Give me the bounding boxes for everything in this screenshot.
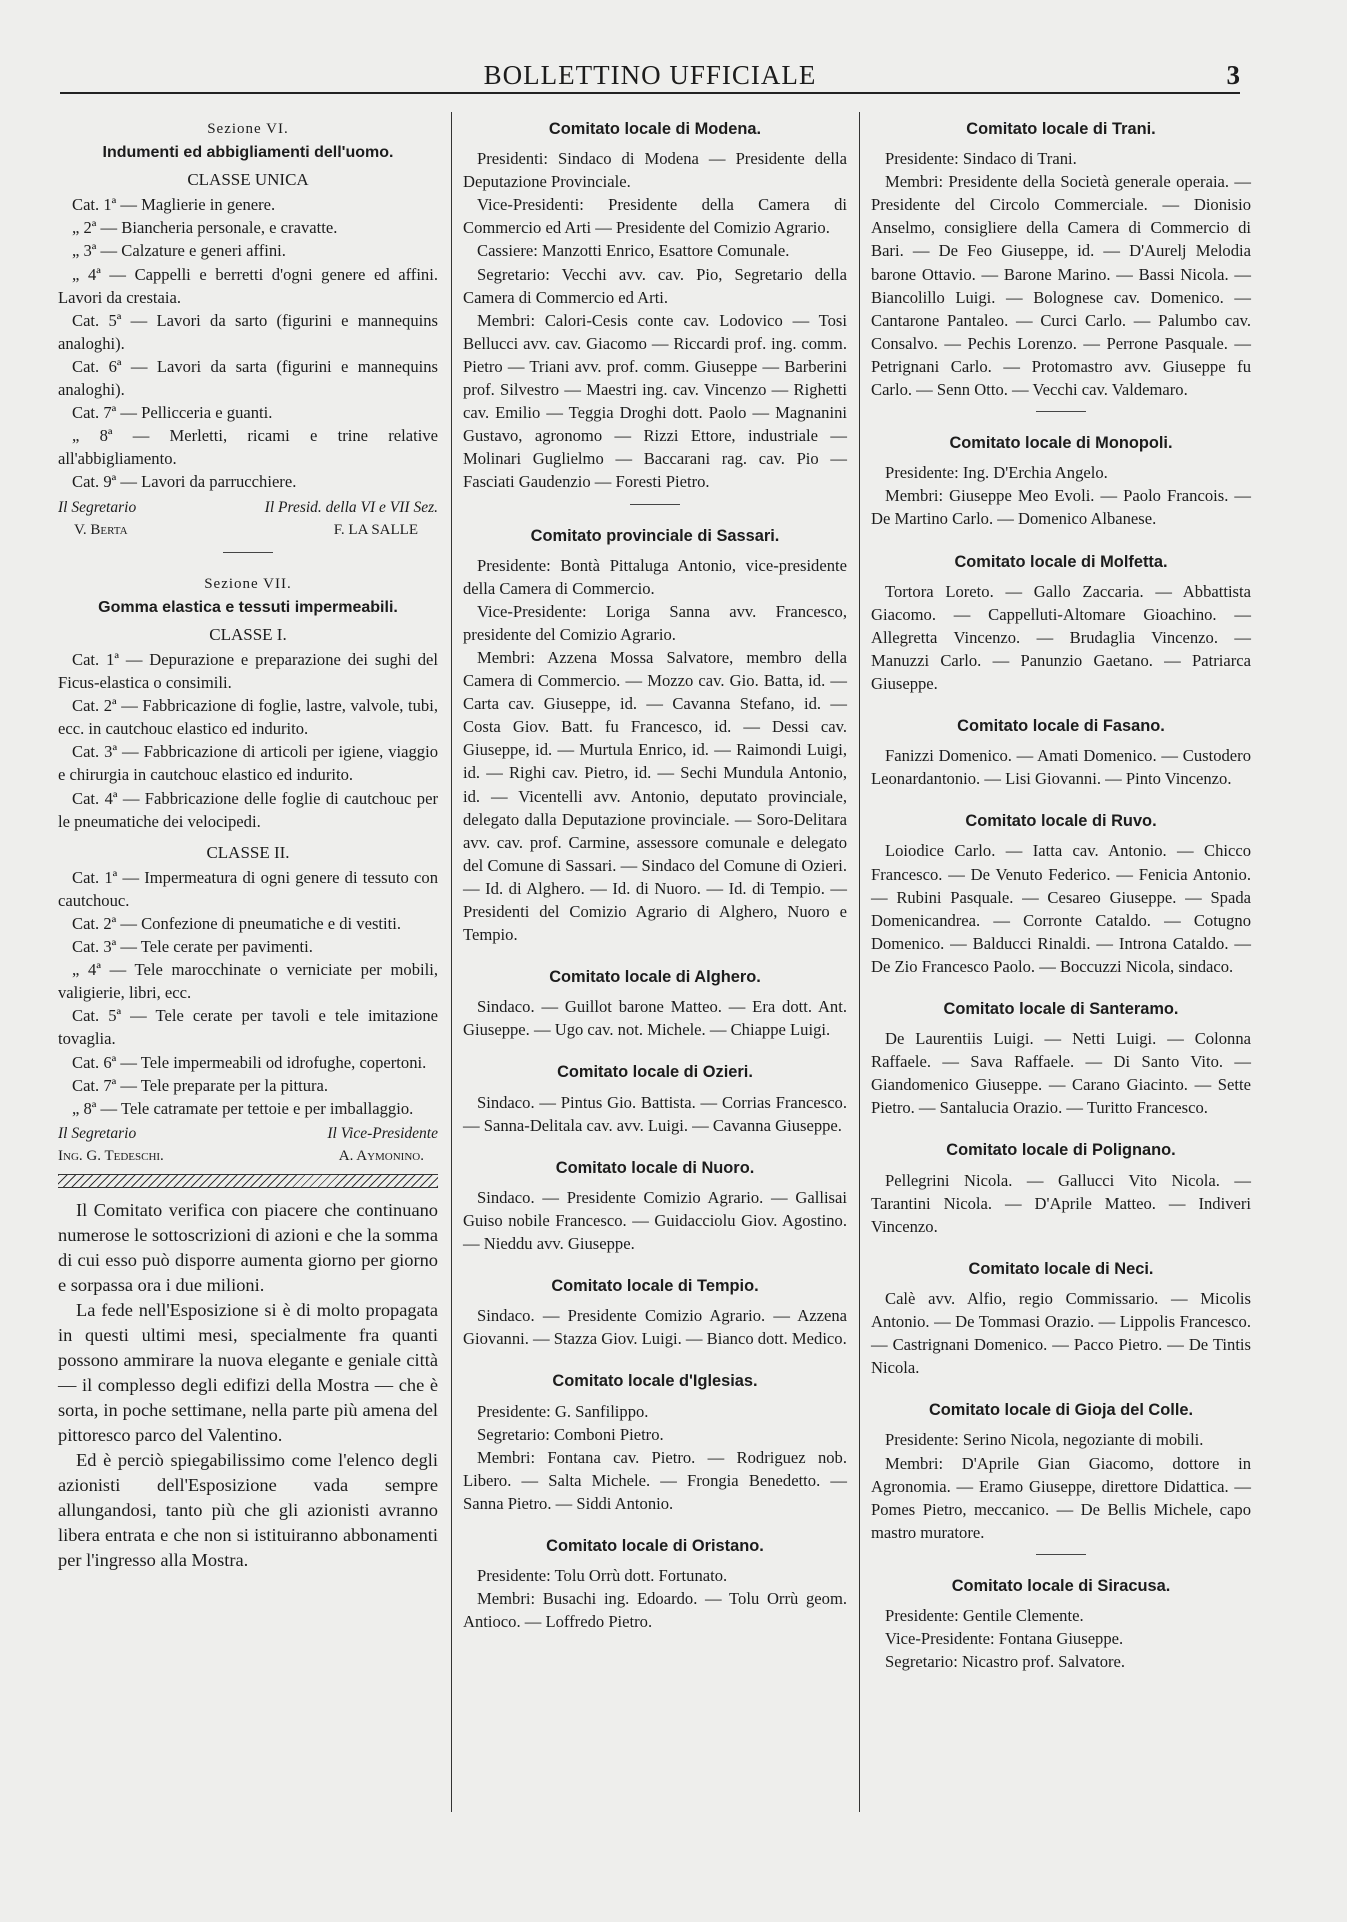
committee-members: Sindaco. — Guillot barone Matteo. — Era dott. Ant. Giuseppe. — Ugo cav. not. Michele. — Chiappe Luigi. [463, 997, 847, 1040]
divider [223, 552, 273, 553]
signature-roles [58, 1122, 438, 1145]
section-title: Indumenti ed abbigliamenti dell'uomo. [102, 144, 394, 162]
category-item: Cat. 1ª — Depurazione e preparazione dei sughi del Ficus-elastica o consimili. [58, 649, 438, 693]
category-list [58, 648, 438, 833]
committee-members: Segretario: Vecchi avv. cav. Pio, Segretario della Camera di Commercio ed Arti. [463, 264, 847, 307]
announcement-paragraph: Ed è perciò spiegabilissimo come l'elenco degli azionisti dell'Esposizione vada sempre allungandosi, tanto più che gli azionisti avranno libera entrata e che non si istituiranno abbonamenti per l'ingresso alla Mostra. [58, 1450, 438, 1571]
category-item: Cat. 9ª — Lavori da parrucchiere. [72, 472, 297, 492]
category-item: Cat. 7ª — Tele preparate per la pittura. [72, 1075, 329, 1095]
column-divider-right [859, 112, 860, 1812]
category-item: „ 2ª — Biancheria personale, e cravatte. [72, 218, 338, 238]
announcement [58, 1198, 438, 1573]
committee-members: Membri: D'Aprile Gian Giacomo, dottore in Agronomia. — Eramo Giuseppe, direttore Didattica. — Pomes Pietro, meccanico. — De Bellis Michele, capo mastro muratore. [871, 1453, 1251, 1542]
divider [630, 504, 680, 505]
committee-title: Comitato locale di Nuoro. [555, 1158, 755, 1177]
committee-title: Comitato locale di Oristano. [546, 1536, 764, 1555]
category-item: „ 8ª — Tele catramate per tettoie e per imballaggio. [72, 1098, 414, 1118]
vice-president-name: A. Aymonino. [338, 1147, 424, 1164]
category-item: Cat. 5ª — Lavori da sarto (figurini e mannequins analoghi). [58, 310, 438, 353]
secretary-name: V. Berta [74, 521, 128, 538]
committee-members: Membri: Fontana cav. Pietro. — Rodriguez nob. Libero. — Salta Michele. — Frongia Benedetto. — Sanna Pietro. — Siddi Antonio. [463, 1447, 847, 1513]
section-heading: Sezione VII. [204, 575, 292, 592]
page-number: 3 [1226, 60, 1240, 90]
category-item: Cat. 2ª — Fabbricazione di foglie, lastre, valvole, tubi, ecc. in cautchouc elastico ed indurito. [58, 696, 438, 739]
signature-roles [58, 496, 438, 519]
committee-members: Membri: Busachi ing. Edoardo. — Tolu Orrù geom. Antioco. — Loffredo Pietro. [463, 1589, 847, 1632]
committee-title: Comitato locale di Ruvo. [965, 812, 1157, 831]
ornamental-divider [58, 1174, 438, 1188]
page-header [60, 58, 1240, 94]
committee-members: Sindaco. — Presidente Comizio Agrario. — Gallisai Guiso nobile Francesco. — Guidacciolu Giov. Agostino. — Nieddu avv. Giuseppe. [463, 1187, 847, 1254]
category-item: „ 8ª — Merletti, ricami e trine relative all'abbigliamento. [58, 426, 438, 469]
secretary-role: Il Segretario [58, 498, 137, 516]
committee-title: Comitato locale di Modena. [548, 120, 762, 138]
class-heading: CLASSE UNICA [187, 170, 309, 190]
category-item: „ 4ª — Cappelli e berretti d'ogni genere ed affini. Lavori da crestaia. [58, 264, 438, 307]
category-item: „ 3ª — Calzature e generi affini. [72, 241, 286, 261]
category-item: Cat. 3ª — Fabbricazione di articoli per igiene, viaggio e chirurgia in cautchouc elastico ed indurito. [58, 742, 438, 785]
class-heading: CLASSE I. [209, 624, 287, 644]
committee-members: Presidente: Sindaco di Trani. [885, 149, 1077, 169]
signature-names [58, 519, 438, 542]
committee-title: Comitato locale di Monopoli. [949, 434, 1173, 453]
category-item: Cat. 6ª — Lavori da sarta (figurini e mannequins analoghi). [58, 356, 438, 400]
category-item: „ 4ª — Tele marocchinate o verniciate per mobili, valigierie, libri, ecc. [58, 960, 438, 1003]
committee-title: Comitato locale di Alghero. [549, 968, 761, 987]
divider [1036, 1554, 1086, 1555]
committee-members: Segretario: Nicastro prof. Salvatore. [885, 1652, 1126, 1672]
president-role: Il Presid. della VI e VII Sez. [264, 498, 438, 516]
committee-members: Membri: Giuseppe Meo Evoli. — Paolo Francois. — De Martino Carlo. — Domenico Albanese. [871, 486, 1251, 529]
column-3 [871, 118, 1251, 1673]
committee-title: Comitato locale di Siracusa. [951, 1576, 1171, 1595]
committee-members: Presidente: G. Sanfilippo. [477, 1401, 649, 1421]
vice-president-role: Il Vice-Presidente [327, 1124, 438, 1142]
president-name: F. LA SALLE [333, 521, 418, 538]
committee-members: Cassiere: Manzotti Enrico, Esattore Comunale. [477, 241, 790, 261]
committee-title: Comitato locale di Gioja del Colle. [928, 1401, 1194, 1420]
committee-members: Membri: Presidente della Società generale operaia. — Presidente del Circolo Commerciale. — Dionisio Anselmo, consigliere della Camera di Commercio di Bari. — De Feo Giuseppe, id. — D'Aurelj Melodia barone Ottavio. — Barone Marino. — Bassi Nicola. — Biancolillo Luigi. — Bolognese cav. Domenico. — Cantarone Pantaleo. — Curci Carlo. — Palumbo cav. Consalvo. — Pechis Lorenzo. — Perrone Pasquale. — Petrignani Carlo. — Protomastro avv. Giuseppe fu Carlo. — Senn Otto. — Vecchi cav. Valdemaro. [871, 172, 1251, 400]
committee-title: Comitato locale di Polignano. [946, 1141, 1176, 1160]
column-divider-left [451, 112, 452, 1812]
section-heading: Sezione VI. [207, 121, 289, 137]
committee-members: De Laurentiis Luigi. — Netti Luigi. — Colonna Raffaele. — Sava Raffaele. — Di Santo Vito. — Giandomenico Giuseppe. — Carano Giacinto. — Sette Pietro. — Santalucia Orazio. — Turitto Francesco. [871, 1029, 1251, 1118]
committee-title: Comitato locale di Ozieri. [557, 1063, 753, 1082]
bulletin-title: BOLLETTINO UFFICIALE [483, 60, 817, 90]
committee-members: Calè avv. Alfio, regio Commissario. — Micolis Antonio. — De Tommasi Orazio. — Lippolis Francesco. — Castrignani Domenico. — Pacco Pietro. — De Tintis Nicola. [871, 1288, 1251, 1378]
committee-members: Fanizzi Domenico. — Amati Domenico. — Custodero Leonardantonio. — Lisi Giovanni. — Pinto Vincenzo. [871, 746, 1251, 789]
committee-members: Pellegrini Nicola. — Gallucci Vito Nicola. — Tarantini Nicola. — D'Aprile Matteo. — Indiveri Vincenzo. [871, 1170, 1251, 1236]
committee-members: Presidente: Gentile Clemente. [885, 1605, 1084, 1625]
committee-members: Presidenti: Sindaco di Modena — Presidente della Deputazione Provinciale. [463, 149, 847, 192]
secretary-role: Il Segretario [58, 1124, 137, 1142]
committee-members: Presidente: Ing. D'Erchia Angelo. [885, 463, 1108, 483]
committee-members: Vice-Presidente: Loriga Sanna avv. Francesco, presidente del Comizio Agrario. [463, 601, 847, 644]
column-1 [58, 118, 438, 1573]
signature-names [58, 1145, 438, 1168]
committee-title: Comitato locale di Tempio. [551, 1277, 759, 1296]
category-item: Cat. 5ª — Tele cerate per tavoli e tele imitazione tovaglia. [58, 1006, 438, 1049]
committee-members: Vice-Presidenti: Presidente della Camera di Commercio ed Arti — Presidente del Comizio Agrario. [463, 195, 847, 238]
committee-members: Presidente: Bontà Pittaluga Antonio, vice-presidente della Camera di Commercio. [463, 555, 847, 598]
committee-title: Comitato locale di Santeramo. [943, 1000, 1179, 1018]
committee-title: Comitato locale d'Iglesias. [552, 1372, 758, 1391]
committee-title: Comitato locale di Trani. [966, 120, 1156, 138]
committee-members: Sindaco. — Pintus Gio. Battista. — Corrias Francesco. — Sanna-Delitala cav. avv. Luigi. — Cavanna Giuseppe. [463, 1092, 847, 1135]
category-item: Cat. 3ª — Tele cerate per pavimenti. [72, 937, 313, 957]
committee-members: Vice-Presidente: Fontana Giuseppe. [885, 1629, 1124, 1649]
committee-members: Tortora Loreto. — Gallo Zaccaria. — Abbattista Giacomo. — Cappelluti-Altomare Gioachino. — Allegretta Vincenzo. — Brudaglia Vincenzo. — Manuzzi Carlo. — Panunzio Gaetano. — Patriarca Giuseppe. [871, 581, 1251, 693]
committee-members: Membri: Azzena Mossa Salvatore, membro della Camera di Commercio. — Mozzo cav. Gio. Batta, id. — Carta cav. Giuseppe, id. — Cavanna Stefano, id. — Costa Giov. Batt. fu Francesco, id. — Dessi cav. Giuseppe, id. — Murtula Enrico, id. — Raimondi Luigi, id. — Righi cav. Pietro, id. — Sechi Mundula Antonio, id. — Vicentelli avv. Antonio, deputato provinciale, delegato dalla Deputazione provinciale. — Soro-Delitara avv. cav. prof. Carmine, assessore comunale e delegato del Comune di Sassari. — Sindaco del Comune di Ozieri. — Id. di Alghero. — Id. di Nuoro. — Id. di Tempio. — Presidenti del Comizio Agrario di Alghero, Nuoro e Tempio. [463, 647, 847, 945]
secretary-name: Ing. G. Tedeschi. [58, 1147, 164, 1164]
category-item: Cat. 1ª — Maglierie in genere. [72, 195, 276, 215]
committee-members: Membri: Calori-Cesis conte cav. Lodovico — Tosi Bellucci avv. cav. Giacomo — Riccardi prof. ing. comm. Pietro — Triani avv. prof. comm. Giuseppe — Barberini prof. Silvestro — Maestri ing. cav. Vincenzo — Righetti cav. Emilio — Teggia Droghi dott. Paolo — Magnanini Gustavo, agronomo — Rizzi Ettore, industriale — Molinari Guglielmo — Baccarani rag. cav. Pio — Fasciati Gaudenzio — Foresti Pietro. [463, 310, 847, 492]
announcement-paragraph: La fede nell'Esposizione si è di molto propagata in questi ultimi mesi, specialmente fra quanti possono ammirare la nuova elegante e geniale città — il complesso degli edifizi della Mostra — che è sorta, in poche settimane, nella parte più amena del pittoresco parco del Valentino. [58, 1300, 438, 1446]
committee-members: Loiodice Carlo. — Iatta cav. Antonio. — Chicco Francesco. — De Venuto Federico. — Fenicia Antonio. — Rubini Pasquale. — Cesareo Giuseppe. — Spada Domenicandrea. — Corronte Cataldo. — Cotugno Domenico. — Balducci Rinaldi. — Introna Cataldo. — De Zio Francesco Paolo. — Boccuzzi Nicola, sindaco. [871, 841, 1251, 976]
committee-title: Comitato locale di Neci. [968, 1259, 1154, 1278]
committee-members: Sindaco. — Presidente Comizio Agrario. — Azzena Giovanni. — Stazza Giov. Luigi. — Bianco dott. Medico. [463, 1306, 847, 1349]
category-item: Cat. 7ª — Pellicceria e guanti. [72, 403, 273, 423]
committee-title: Comitato locale di Molfetta. [954, 552, 1168, 571]
committee-members: Segretario: Comboni Pietro. [477, 1424, 664, 1444]
committee-members: Presidente: Serino Nicola, negoziante di mobili. [885, 1430, 1204, 1450]
divider [1036, 411, 1086, 412]
committee-members: Presidente: Tolu Orrù dott. Fortunato. [477, 1566, 728, 1586]
category-list [58, 193, 438, 493]
committee-title: Comitato provinciale di Sassari. [530, 526, 780, 545]
category-item: Cat. 6ª — Tele impermeabili od idrofughe, copertoni. [72, 1052, 427, 1072]
category-item: Cat. 1ª — Impermeatura di ogni genere di tessuto con cautchouc. [58, 867, 438, 910]
committee-title: Comitato locale di Fasano. [957, 717, 1165, 736]
class-heading: CLASSE II. [206, 842, 290, 862]
category-item: Cat. 4ª — Fabbricazione delle foglie di cautchouc per le pneumatiche dei velocipedi. [58, 788, 438, 831]
announcement-paragraph: Il Comitato verifica con piacere che continuano numerose le sottoscrizioni di azioni e che la somma di cui esso può disporre aumenta giorno per giorno e sorpassa ora i due milioni. [58, 1200, 438, 1296]
category-item: Cat. 2ª — Confezione di pneumatiche e di vestiti. [72, 914, 401, 933]
category-list [58, 866, 438, 1120]
column-2 [463, 118, 847, 1633]
section-title: Gomma elastica e tessuti impermeabili. [98, 598, 398, 616]
